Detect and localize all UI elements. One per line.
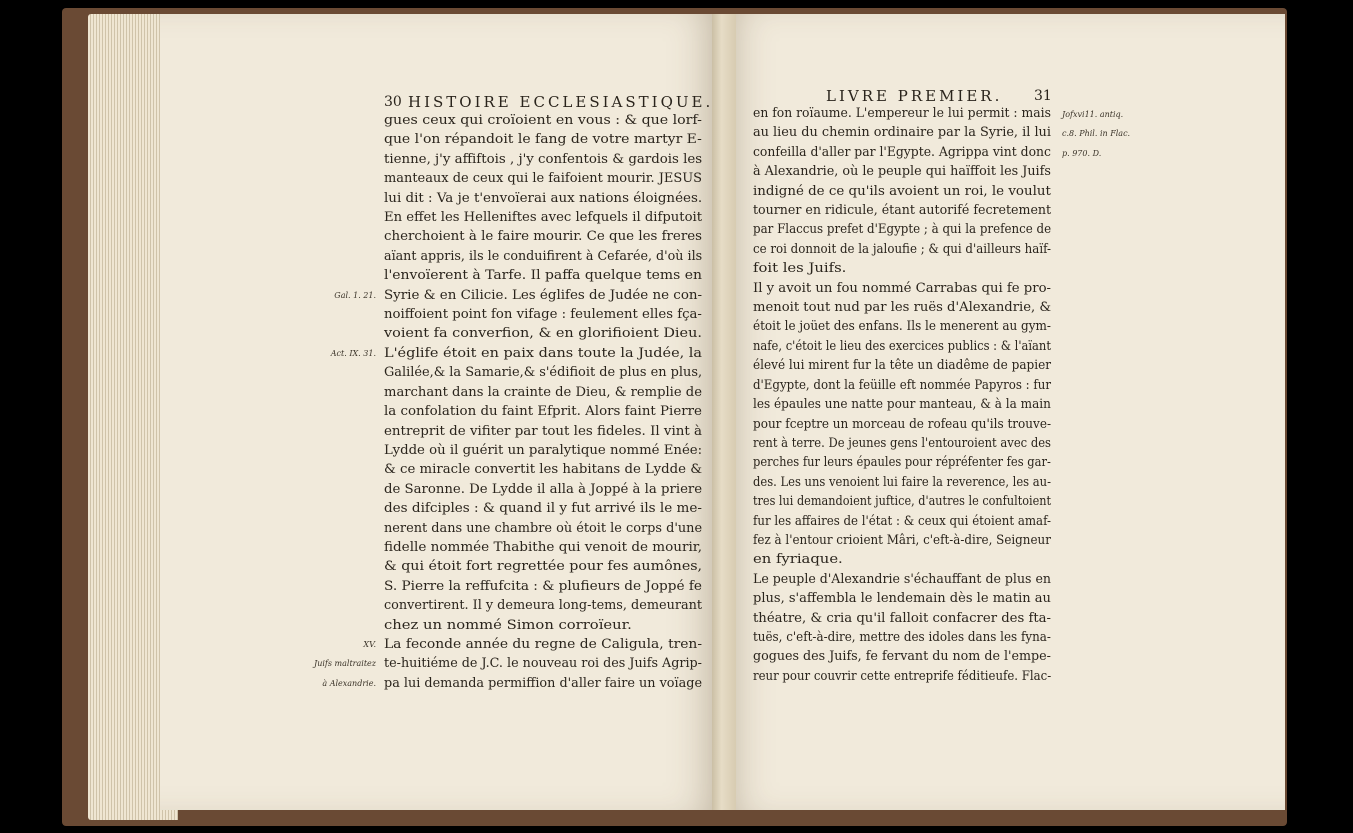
text-line: menoit tout nud par les ruës d'Alexandrie, & (753, 300, 1052, 316)
text-line: & qui étoit fort regrettée pour fes aumônes, (384, 559, 703, 575)
text-line: élevé lui mirent fur la tête un diadême de papier (753, 358, 1052, 374)
left-body-text (384, 111, 702, 693)
text-line: plus, s'affembla le lendemain dès le matin au (753, 591, 1051, 607)
margin-note: Act. IX. 31. (330, 348, 376, 358)
text-line: de Saronne. De Lydde il alla à Joppé à la priere (384, 481, 703, 497)
margin-note: XV. (363, 639, 376, 649)
margin-note: à Alexandrie. (322, 678, 376, 688)
text-line: étoit le joüet des enfans. Ils le menerent au gym- (753, 319, 1051, 335)
left-page-number: 30 (384, 94, 402, 110)
margin-note: Gal. 1. 21. (334, 290, 376, 300)
text-line: Syrie & en Cilicie. Les églifes de Judée ne con- (384, 287, 703, 303)
text-line: te-huitiéme de J.C. le nouveau roi des Juifs Agrip- (384, 656, 702, 672)
text-line: Galilée,& la Samarie,& s'édifioit de plus en plus, (384, 365, 703, 381)
text-line: noiffoient point fon vifage : feulement elles fça- (384, 307, 702, 323)
right-body-text (753, 104, 1051, 686)
text-line: tourner en ridicule, étant autorifé fecretement (753, 203, 1052, 219)
text-line: S. Pierre la reffufcita : & plufieurs de Joppé fe (384, 578, 703, 594)
text-line: l'envoïerent à Tarfe. Il paffa quelque tems en (384, 268, 702, 284)
text-line: chez un nommé Simon corroïeur. (384, 617, 632, 633)
text-line: à Alexandrie, où le peuple qui haïffoit les Juifs (753, 164, 1051, 180)
text-line: L'églife étoit en paix dans toute la Judée, la (384, 345, 703, 361)
text-line: Lydde où il guérit un paralytique nommé Enée: (384, 442, 703, 458)
text-line: par Flaccus prefet d'Egypte ; à qui la prefence de (753, 222, 1052, 238)
text-line: voient fa converfion, & en glorifioient Dieu. (384, 326, 702, 342)
text-line: nerent dans une chambre où étoit le corps d'une (384, 520, 703, 536)
text-line: tres lui demandoient juftice, d'autres le confultoient (753, 494, 1052, 510)
text-line: foit les Juifs. (753, 261, 847, 277)
text-line: des difciples : & quand il y fut arrivé ils le me- (384, 501, 702, 517)
text-line: fez à l'entour crioient Mâri, c'eft-à-dire, Seigneur (753, 532, 1051, 548)
text-line: cherchoient à le faire mourir. Ce que les freres (384, 229, 702, 245)
margin-note: c.8. Phil. in Flac. (1062, 129, 1131, 139)
text-line: En effet les Helleniftes avec lefquels il difputoit (384, 210, 703, 226)
text-line: indigné de ce qu'ils avoient un roi, le voulut (753, 183, 1051, 199)
text-line: la confolation du faint Efprit. Alors faint Pierre (384, 404, 702, 420)
text-line: Il y avoit un fou nommé Carrabas qui fe pro- (753, 280, 1052, 296)
text-line: pa lui demanda permiffion d'aller faire un voïage (384, 675, 703, 691)
text-line: & ce miracle convertit les habitans de Lydde & (384, 462, 703, 478)
text-line: perches fur leurs épaules pour répréfenter fes gar- (753, 455, 1051, 471)
text-line: fidelle nommée Thabithe qui venoit de mourir, (384, 539, 703, 555)
right-page-number: 31 (1034, 88, 1052, 104)
text-line: reur pour couvrir cette entreprife féditieufe. Flac- (753, 668, 1052, 684)
text-line: confeilla d'aller par l'Egypte. Agrippa vint donc (753, 144, 1051, 160)
text-line: au lieu du chemin ordinaire par la Syrie, il lui (753, 125, 1051, 141)
text-line: marchant dans la crainte de Dieu, & remplie de (384, 384, 702, 400)
text-line: en fyriaque. (753, 552, 843, 568)
text-line: manteaux de ceux qui le faifoient mourir. JESUS (384, 171, 703, 187)
text-line: d'Egypte, dont la feüille eft nommée Papyros : fur (753, 377, 1051, 393)
text-line: lui dit : Va je t'envoïerai aux nations éloignées. (384, 190, 703, 206)
text-line: convertirent. Il y demeura long-tems, demeurant (384, 598, 703, 614)
text-line: ce roi donnoit de la jaloufie ; & qui d'ailleurs haïf- (753, 241, 1052, 257)
text-line: en fon roïaume. L'empereur le lui permit : mais (753, 106, 1051, 121)
text-line: entreprit de vifiter par tout les fideles. Il vint à (384, 423, 703, 439)
text-line: tuës, c'eft-à-dire, mettre des idoles dans les fyna- (753, 629, 1051, 645)
margin-note: Juifs maltraitez (314, 659, 376, 669)
text-line: que l'on répandoit le fang de votre martyr E- (384, 132, 702, 148)
text-line: théatre, & cria qu'il falloit confacrer des fta- (753, 610, 1052, 626)
text-line: gogues des Juifs, fe fervant du nom de l'empe- (753, 649, 1051, 665)
text-line: fur les affaires de l'état : & ceux qui étoient amaf- (753, 513, 1052, 529)
left-running-head: HISTOIRE ECCLESIASTIQUE. (408, 93, 714, 111)
text-line: les épaules une natte pour manteau, & à la main (753, 397, 1051, 413)
text-line: aïant appris, ils le conduifirent à Cefarée, d'où ils (384, 248, 703, 264)
text-line: des. Les uns venoient lui faire la reverence, les au- (753, 474, 1051, 490)
right-running-head: LIVRE PREMIER. (826, 87, 1003, 105)
text-line: nafe, c'étoit le lieu des exercices publics : & l'aïant (753, 338, 1051, 354)
text-line: tienne, j'y affiftois , j'y confentois & gardois les (384, 151, 703, 167)
margin-note: p. 970. D. (1062, 148, 1102, 158)
text-line: gues ceux qui croïoient en vous : & que lorf- (384, 113, 702, 128)
text-line: Le peuple d'Alexandrie s'échauffant de plus en (753, 571, 1051, 587)
margin-note: Jofxvi11. antiq. (1062, 110, 1124, 119)
text-line: La feconde année du regne de Caligula, tren- (384, 636, 703, 652)
text-line: pour fceptre un morceau de rofeau qu'ils trouve- (753, 416, 1052, 432)
text-line: rent à terre. De jeunes gens l'entouroient avec des (753, 435, 1052, 451)
